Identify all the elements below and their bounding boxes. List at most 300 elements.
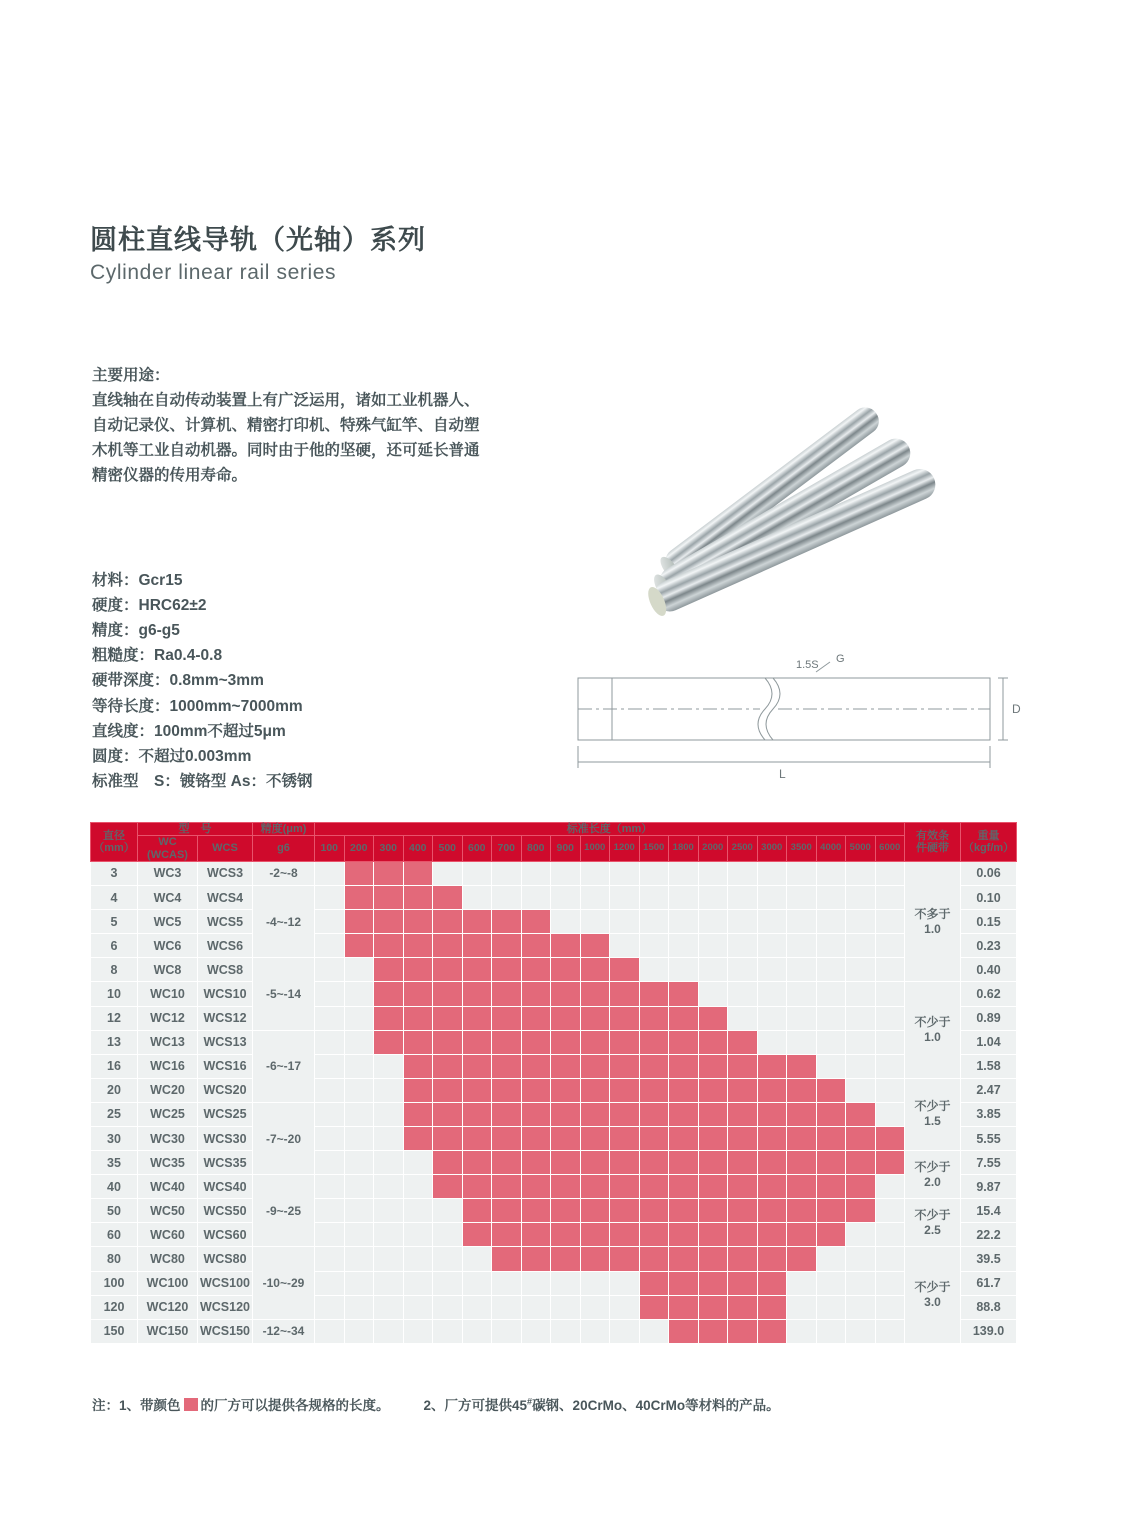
spec-item: 粗糙度：Ra0.4-0.8	[92, 647, 223, 665]
cell-model-wc: WC5	[138, 910, 198, 934]
cell-unavailable	[551, 1271, 581, 1295]
cell-model-wcs: WCS8	[198, 958, 253, 982]
cell-available	[728, 1175, 758, 1199]
cell-diameter: 16	[91, 1054, 138, 1078]
cell-unavailable	[374, 1126, 404, 1150]
cell-unavailable	[551, 861, 581, 885]
th-weight-line2: （kgf/m）	[962, 841, 1015, 854]
cell-available	[374, 1006, 404, 1030]
cell-available	[462, 1102, 492, 1126]
cell-available	[462, 958, 492, 982]
cell-unavailable	[521, 1319, 551, 1343]
cell-unavailable	[315, 1175, 345, 1199]
cell-available	[639, 1199, 669, 1223]
cell-unavailable	[492, 1295, 522, 1319]
specification-table	[90, 822, 1017, 1344]
cell-available	[462, 1054, 492, 1078]
cell-available	[669, 1102, 699, 1126]
cell-available	[462, 982, 492, 1006]
cell-available	[610, 1030, 640, 1054]
cell-model-wcs: WCS80	[198, 1247, 253, 1271]
cell-unavailable	[580, 1319, 610, 1343]
cell-available	[580, 1030, 610, 1054]
cell-unavailable	[639, 910, 669, 934]
cell-available	[757, 1054, 787, 1078]
table-row	[91, 1151, 1017, 1175]
cell-available	[787, 1175, 817, 1199]
cell-available	[580, 958, 610, 982]
cell-unavailable	[757, 886, 787, 910]
cell-available	[875, 1126, 905, 1150]
cell-weight: 61.7	[961, 1271, 1017, 1295]
cell-unavailable	[846, 910, 876, 934]
cell-unavailable	[374, 1078, 404, 1102]
th-weight	[961, 823, 1017, 862]
title-english: Cylinder linear rail series	[90, 261, 337, 285]
cell-available	[698, 1295, 728, 1319]
cell-unavailable	[344, 1102, 374, 1126]
th-band-line1: 有效条	[916, 829, 949, 842]
cell-available	[580, 934, 610, 958]
cell-model-wc: WC13	[138, 1030, 198, 1054]
table-head-row-1	[91, 823, 1017, 836]
spec-item: 材料：Gcr15	[92, 572, 183, 589]
cell-unavailable	[344, 1054, 374, 1078]
cell-unavailable	[374, 1295, 404, 1319]
cell-unavailable	[315, 1030, 345, 1054]
cell-weight: 0.06	[961, 861, 1017, 885]
cell-diameter: 25	[91, 1102, 138, 1126]
cell-unavailable	[816, 934, 846, 958]
th-accuracy: 精度(μm)	[253, 823, 315, 836]
drawing-diameter-label: D	[1012, 702, 1021, 716]
cell-unavailable	[757, 910, 787, 934]
cell-unavailable	[757, 934, 787, 958]
cell-tolerance: -6~-17	[253, 1030, 315, 1102]
cell-unavailable	[344, 1175, 374, 1199]
cell-available	[698, 1006, 728, 1030]
cell-available	[728, 1151, 758, 1175]
cell-unavailable	[846, 1054, 876, 1078]
cell-available	[492, 1199, 522, 1223]
cell-available	[669, 1175, 699, 1199]
cell-available	[787, 1223, 817, 1247]
cell-available	[403, 1078, 433, 1102]
table-row	[91, 886, 1017, 910]
cell-model-wcs: WCS12	[198, 1006, 253, 1030]
table-head-row-2	[91, 836, 1017, 862]
cell-hard-band-line1: 不少于	[914, 1015, 951, 1030]
cell-available	[757, 1223, 787, 1247]
cell-unavailable	[344, 958, 374, 982]
cell-hard-band	[905, 861, 961, 981]
note-part2: 的厂方可以提供各规格的长度。	[200, 1398, 390, 1413]
cell-weight: 22.2	[961, 1223, 1017, 1247]
cell-available	[610, 1006, 640, 1030]
cell-available	[787, 1078, 817, 1102]
th-length-1800: 1800	[669, 836, 699, 862]
cell-available	[669, 1054, 699, 1078]
cell-available	[698, 1030, 728, 1054]
cell-available	[639, 1054, 669, 1078]
cell-available	[492, 1175, 522, 1199]
th-length-700: 700	[492, 836, 522, 862]
cell-available	[551, 1247, 581, 1271]
table-row	[91, 1054, 1017, 1078]
cell-unavailable	[521, 861, 551, 885]
cell-available	[403, 1102, 433, 1126]
cell-available	[728, 1223, 758, 1247]
cell-available	[669, 1151, 699, 1175]
cell-available	[492, 1151, 522, 1175]
cell-unavailable	[315, 1126, 345, 1150]
cell-weight: 3.85	[961, 1102, 1017, 1126]
intro-line: 精密仪器的传用寿命。	[92, 467, 248, 485]
cell-available	[610, 1126, 640, 1150]
cell-unavailable	[610, 886, 640, 910]
cell-hard-band	[905, 1151, 961, 1199]
cell-available	[610, 982, 640, 1006]
title-chinese: 圆柱直线导轨（光轴）系列	[90, 225, 426, 255]
cell-available	[551, 934, 581, 958]
cell-available	[639, 1151, 669, 1175]
cell-unavailable	[639, 861, 669, 885]
cell-weight: 2.47	[961, 1078, 1017, 1102]
cell-available	[551, 1006, 581, 1030]
cell-available	[551, 1054, 581, 1078]
cell-available	[580, 1126, 610, 1150]
cell-available	[757, 1126, 787, 1150]
cell-available	[698, 1175, 728, 1199]
cell-unavailable	[787, 1295, 817, 1319]
cell-unavailable	[551, 1295, 581, 1319]
cell-weight: 7.55	[961, 1151, 1017, 1175]
th-length-100: 100	[315, 836, 345, 862]
cell-available	[698, 1054, 728, 1078]
cell-unavailable	[787, 910, 817, 934]
cell-available	[757, 1151, 787, 1175]
cell-available	[728, 1295, 758, 1319]
cell-unavailable	[639, 958, 669, 982]
cell-available	[787, 1054, 817, 1078]
cell-available	[374, 982, 404, 1006]
cell-model-wc: WC20	[138, 1078, 198, 1102]
cell-available	[728, 1319, 758, 1343]
cell-weight: 9.87	[961, 1175, 1017, 1199]
cell-available	[433, 1006, 463, 1030]
cell-unavailable	[875, 1247, 905, 1271]
cell-available	[403, 1030, 433, 1054]
table-row	[91, 1319, 1017, 1343]
cell-model-wcs: WCS6	[198, 934, 253, 958]
table-row	[91, 1199, 1017, 1223]
cell-available	[551, 1102, 581, 1126]
intro-line: 直线轴在自动传动装置上有广泛运用，诸如工业机器人、	[92, 392, 480, 410]
cell-unavailable	[846, 1319, 876, 1343]
cell-model-wc: WC16	[138, 1054, 198, 1078]
cell-available	[492, 1102, 522, 1126]
cell-unavailable	[344, 1006, 374, 1030]
cell-unavailable	[787, 1271, 817, 1295]
cell-available	[846, 1151, 876, 1175]
cell-unavailable	[787, 1006, 817, 1030]
cell-model-wcs: WCS10	[198, 982, 253, 1006]
table-row	[91, 1102, 1017, 1126]
cell-unavailable	[344, 1223, 374, 1247]
cell-unavailable	[669, 886, 699, 910]
cell-weight: 0.10	[961, 886, 1017, 910]
cell-available	[462, 934, 492, 958]
cell-unavailable	[315, 934, 345, 958]
cell-unavailable	[315, 982, 345, 1006]
cell-unavailable	[315, 1319, 345, 1343]
cell-unavailable	[315, 1078, 345, 1102]
cell-unavailable	[403, 1271, 433, 1295]
cell-unavailable	[875, 1102, 905, 1126]
cell-unavailable	[875, 982, 905, 1006]
cell-available	[669, 1247, 699, 1271]
cell-available	[374, 958, 404, 982]
cell-unavailable	[433, 861, 463, 885]
cell-unavailable	[610, 1271, 640, 1295]
cell-available	[757, 1078, 787, 1102]
cell-available	[462, 1078, 492, 1102]
cell-available	[846, 1102, 876, 1126]
th-length-1000: 1000	[580, 836, 610, 862]
cell-unavailable	[315, 1151, 345, 1175]
cell-tolerance: -9~-25	[253, 1175, 315, 1247]
cell-unavailable	[551, 1319, 581, 1343]
note-part3a: 2、厂方可提供45	[423, 1398, 528, 1413]
cell-available	[757, 1271, 787, 1295]
table-row	[91, 910, 1017, 934]
cell-available	[462, 1175, 492, 1199]
spec-item: 标准型 S：镀铬型 As：不锈钢	[92, 772, 313, 790]
cell-model-wcs: WCS50	[198, 1199, 253, 1223]
spec-item: 硬度：HRC62±2	[92, 597, 207, 615]
footer-note	[92, 1394, 780, 1414]
cell-available	[521, 958, 551, 982]
cell-available	[374, 1030, 404, 1054]
cell-available	[521, 1126, 551, 1150]
cell-unavailable	[315, 910, 345, 934]
cell-available	[580, 1054, 610, 1078]
cell-available	[521, 1247, 551, 1271]
cell-unavailable	[374, 1151, 404, 1175]
cell-unavailable	[846, 861, 876, 885]
cell-available	[639, 1223, 669, 1247]
cell-available	[551, 1175, 581, 1199]
cell-unavailable	[787, 958, 817, 982]
cell-hard-band-line1: 不少于	[914, 1207, 951, 1222]
cell-unavailable	[639, 886, 669, 910]
cell-unavailable	[875, 1030, 905, 1054]
cell-unavailable	[698, 910, 728, 934]
note-part3b: 碳钢、20CrMo、40CrMo等材料的产品。	[532, 1398, 780, 1413]
cell-unavailable	[551, 886, 581, 910]
product-photo	[615, 325, 1045, 625]
cell-unavailable	[875, 1175, 905, 1199]
cell-available	[580, 1247, 610, 1271]
cell-available	[816, 1151, 846, 1175]
cell-available	[492, 1078, 522, 1102]
cell-unavailable	[875, 1006, 905, 1030]
cell-available	[698, 1223, 728, 1247]
cell-available	[492, 1054, 522, 1078]
cell-unavailable	[315, 1006, 345, 1030]
table-row	[91, 1295, 1017, 1319]
cell-available	[639, 1247, 669, 1271]
cell-diameter: 40	[91, 1175, 138, 1199]
cell-diameter: 12	[91, 1006, 138, 1030]
th-model-wc-line1: WC	[158, 836, 177, 849]
cell-available	[433, 1102, 463, 1126]
note-superscript: #	[527, 1396, 533, 1407]
cell-available	[698, 1151, 728, 1175]
cell-weight: 15.4	[961, 1199, 1017, 1223]
cell-unavailable	[492, 1319, 522, 1343]
cell-available	[521, 934, 551, 958]
shaft-photo-svg	[615, 325, 1045, 625]
table-row	[91, 982, 1017, 1006]
cell-diameter: 20	[91, 1078, 138, 1102]
cell-unavailable	[816, 1247, 846, 1271]
cell-available	[728, 1030, 758, 1054]
cell-unavailable	[757, 1030, 787, 1054]
specification-list	[92, 568, 312, 794]
cell-unavailable	[698, 861, 728, 885]
cell-unavailable	[875, 861, 905, 885]
cell-available	[433, 958, 463, 982]
cell-available	[698, 1078, 728, 1102]
th-length-6000: 6000	[875, 836, 905, 862]
spec-item: 直线度：100mm不超过5μm	[92, 722, 286, 740]
cell-unavailable	[403, 1247, 433, 1271]
cell-available	[757, 1175, 787, 1199]
cell-unavailable	[728, 910, 758, 934]
cell-available	[374, 934, 404, 958]
cell-unavailable	[580, 1295, 610, 1319]
cell-unavailable	[315, 1054, 345, 1078]
cell-unavailable	[344, 1151, 374, 1175]
cell-unavailable	[816, 861, 846, 885]
cell-available	[728, 1247, 758, 1271]
cell-available	[669, 1006, 699, 1030]
cell-available	[492, 1126, 522, 1150]
cell-available	[433, 1151, 463, 1175]
th-length-600: 600	[462, 836, 492, 862]
technical-drawing	[560, 650, 1040, 790]
cell-unavailable	[816, 910, 846, 934]
cell-available	[610, 1102, 640, 1126]
cell-available	[521, 1078, 551, 1102]
cell-unavailable	[433, 1199, 463, 1223]
cell-available	[433, 982, 463, 1006]
cell-diameter: 60	[91, 1223, 138, 1247]
th-length-4000: 4000	[816, 836, 846, 862]
cell-weight: 1.58	[961, 1054, 1017, 1078]
cell-available	[875, 1151, 905, 1175]
cell-unavailable	[580, 1271, 610, 1295]
intro-line: 自动记录仪、计算机、精密打印机、特殊气缸竿、自动塑	[92, 417, 480, 435]
cell-hard-band-line2: 1.5	[924, 1114, 941, 1129]
cell-model-wc: WC8	[138, 958, 198, 982]
drawing-svg	[560, 650, 1040, 790]
cell-available	[433, 934, 463, 958]
cell-unavailable	[816, 886, 846, 910]
cell-unavailable	[787, 886, 817, 910]
intro-block	[92, 363, 557, 489]
cell-unavailable	[728, 886, 758, 910]
cell-unavailable	[816, 1030, 846, 1054]
cell-available	[639, 1102, 669, 1126]
cell-model-wcs: WCS3	[198, 861, 253, 885]
cell-model-wc: WC150	[138, 1319, 198, 1343]
cell-model-wc: WC50	[138, 1199, 198, 1223]
cell-available	[551, 1078, 581, 1102]
cell-available	[610, 1078, 640, 1102]
cell-diameter: 50	[91, 1199, 138, 1223]
cell-available	[580, 1078, 610, 1102]
cell-available	[757, 1319, 787, 1343]
cell-unavailable	[315, 958, 345, 982]
cell-unavailable	[816, 1006, 846, 1030]
cell-available	[433, 886, 463, 910]
th-diameter-line2: （mm）	[93, 841, 135, 854]
cell-unavailable	[875, 1223, 905, 1247]
cell-available	[757, 1295, 787, 1319]
th-model-wcs: WCS	[198, 836, 253, 862]
cell-available	[846, 1126, 876, 1150]
cell-available	[639, 1006, 669, 1030]
cell-available	[462, 1030, 492, 1054]
cell-unavailable	[875, 934, 905, 958]
cell-unavailable	[698, 958, 728, 982]
cell-available	[433, 1078, 463, 1102]
cell-available	[757, 1102, 787, 1126]
cell-available	[551, 1199, 581, 1223]
cell-unavailable	[787, 934, 817, 958]
cell-model-wcs: WCS13	[198, 1030, 253, 1054]
cell-available	[639, 1295, 669, 1319]
cell-model-wc: WC3	[138, 861, 198, 885]
cell-unavailable	[403, 1295, 433, 1319]
cell-unavailable	[669, 958, 699, 982]
cell-unavailable	[433, 1223, 463, 1247]
cell-unavailable	[875, 1271, 905, 1295]
table-row	[91, 1247, 1017, 1271]
cell-available	[403, 1126, 433, 1150]
cell-unavailable	[757, 982, 787, 1006]
cell-weight: 0.40	[961, 958, 1017, 982]
cell-available	[610, 1223, 640, 1247]
cell-unavailable	[846, 1006, 876, 1030]
cell-unavailable	[787, 982, 817, 1006]
table-body	[91, 861, 1017, 1343]
cell-diameter: 150	[91, 1319, 138, 1343]
intro-lead: 主要用途：	[92, 367, 170, 384]
spec-item: 硬带深度：0.8mm~3mm	[92, 672, 264, 690]
cell-model-wcs: WCS5	[198, 910, 253, 934]
cell-unavailable	[875, 958, 905, 982]
table-row	[91, 1006, 1017, 1030]
cell-unavailable	[374, 1271, 404, 1295]
cell-available	[698, 1102, 728, 1126]
cell-unavailable	[610, 1295, 640, 1319]
cell-diameter: 30	[91, 1126, 138, 1150]
cell-model-wc: WC40	[138, 1175, 198, 1199]
cell-available	[344, 934, 374, 958]
